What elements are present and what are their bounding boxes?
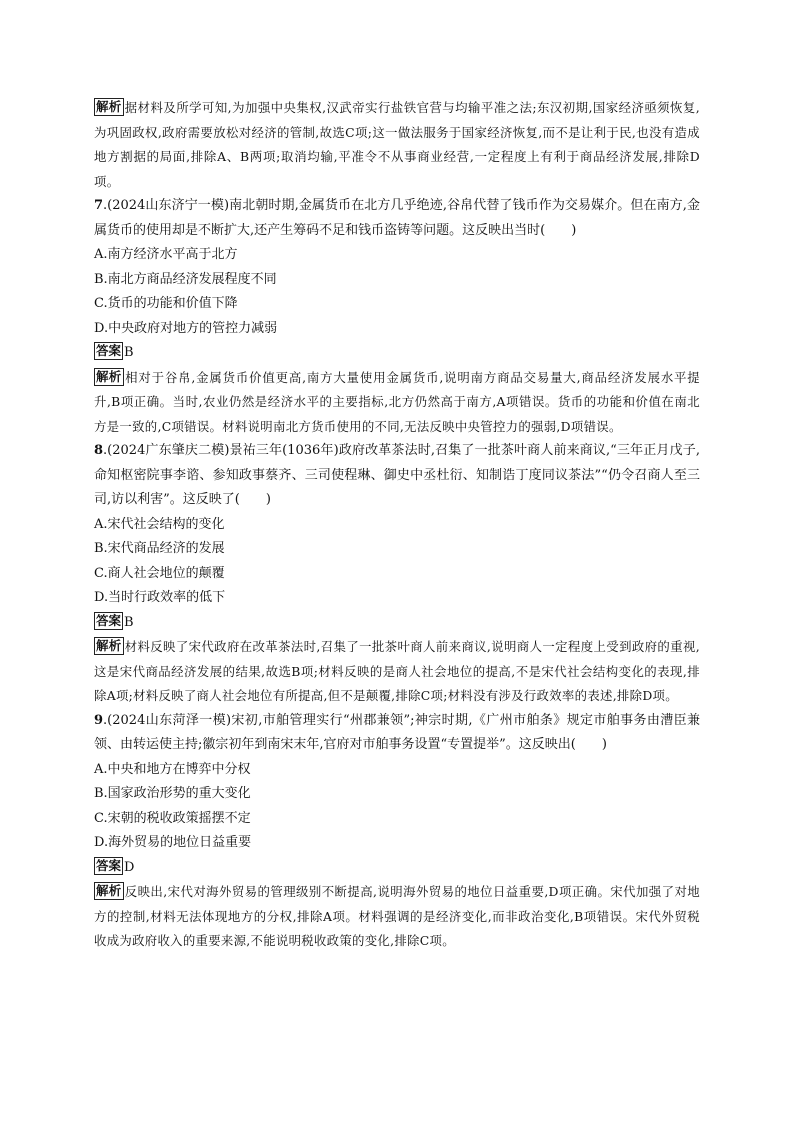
q9-option-b: B.国家政治形势的重大变化 — [94, 786, 251, 801]
explanation-tag: 解析 — [96, 368, 122, 384]
q9-stem-text: .(2024山东菏泽一模)宋初,市舶管理实行“州郡兼领”;神宗时期,《广州市舶条》规定市舶事务由漕臣兼领、由转运使主持;徽宗初年到南宋末年,官府对市舶事务设置“专置提举”。这反映出( ) — [94, 712, 700, 752]
q6-block — [94, 96, 700, 194]
q7-block — [94, 194, 700, 439]
q8-number: 8 — [94, 443, 104, 458]
q7-option-c: C.货币的功能和价值下降 — [94, 296, 238, 311]
q7-option-d: D.中央政府对地方的管控力减弱 — [94, 320, 278, 336]
q7-stem — [94, 194, 700, 243]
q8-explanation — [94, 635, 700, 709]
explanation-tag: 解析 — [96, 99, 122, 114]
q7-answer — [94, 341, 700, 366]
q8-block — [94, 439, 700, 709]
q9-explanation-prefix: 反映出,宋代对 — [124, 884, 207, 899]
q6-explanation — [94, 96, 700, 194]
q9-answer-value: D — [124, 859, 135, 875]
q9-number: 9 — [94, 712, 104, 728]
answer-tag: 答案 — [96, 343, 122, 358]
q8-stem-text: .(2024广东肇庆二模)景祐三年(1036年)政府改革茶法时,召集了一批茶叶商人前来商议,“三年正月戊子,命知枢密院事李谘、参知政事蔡齐、三司使程琳、御史中丞杜衍、知制诰丁度同议茶法”“仍令召商人至三司,访以利害”。这反映了( ) — [94, 443, 700, 507]
q7-number: 7 — [94, 198, 104, 213]
q8-explanation-text: 材料反映了宋代政府在改革茶法时,召集了一批茶叶商人前来商议,说明商人一定程度上受到政府的重视,这是宋代商品经济发展的结果,故选B项;材料反映的是商人社会地位的提高,不是宋代社会结构变化的表现,排除A项;材料反映了商人社会地位有所提高,但不是颠覆,排除C项;材料没有涉及行政效率的表述,排除D项。 — [94, 639, 700, 703]
q9-answer — [94, 856, 700, 881]
q7-answer-value: B — [124, 345, 134, 360]
q6-explanation-text: 据材料及所学可知,为加强中央集权,汉武帝实行盐铁官营与均输平准之法;东汉初期,国家经济亟须恢复,为巩固政权,政府需要放松对经济的管制,故选C项;这一做法服务于国家经济恢复,而不是让利于民,也没有造成地方割据的局面,排除A、B两项;取消均输,平准令不从事商业经营,一定程度上有利于商品经济发展,排除D项。 — [94, 100, 700, 189]
q8-option-d: D.当时行政效率的低下 — [94, 590, 226, 605]
explanation-tag: 解析 — [96, 883, 122, 898]
q8-option-c: C.商人社会地位的颠覆 — [94, 565, 225, 581]
q7-option-b: B.南北方商品经济发展程度不同 — [94, 271, 277, 287]
answer-tag: 答案 — [96, 612, 122, 628]
q9-explanation-text: 海外贸易的管理级别不断提高,说明海外贸易的地位日益重要,D项正确。宋代加强了对地方的控制,材料无法体现地方的分权,排除A项。材料强调的是经济变化,而非政治变化,B项错误。宋代外贸税收成为政府收入的重要来源,不能说明税收政策的变化,排除C项。 — [94, 884, 700, 948]
q9-option-d: D.海外贸易的地位日益重要 — [94, 835, 252, 850]
q9-stem — [94, 709, 700, 758]
q8-answer-value: B — [124, 614, 134, 630]
q9-explanation — [94, 880, 700, 954]
q9-option-c: C.宋朝的税收政策摇摆不定 — [94, 810, 251, 826]
document-page — [94, 96, 700, 954]
q7-option-a: A.南方经济水平高于北方 — [94, 247, 238, 262]
q7-explanation-text: 相对于谷帛,金属货币价值更高,南方大量使用金属货币,说明南方商品交易量大,商品经济发展水平提升,B项正确。当时,农业仍然是经济水平的主要指标,北方仍然高于南方,A项错误。货币的功能和价值在南北方是一致的,C项错误。材料说明南北方货币使用的不同,无法反映中央管控力的强弱,D项错误。 — [94, 369, 700, 434]
q9-option-a: A.中央和地方在博弈中分权 — [94, 761, 251, 777]
q8-option-b: B.宋代商品经济的发展 — [94, 541, 225, 556]
q7-stem-text: .(2024山东济宁一模)南北朝时期,金属货币在北方几乎绝迹,谷帛代替了钱币作为交易媒介。但在南方,金属货币的使用却是不断扩大,还产生筹码不足和钱币盗铸等问题。这反映出当时( ) — [94, 198, 700, 238]
q8-stem — [94, 439, 700, 513]
q9-block — [94, 709, 700, 954]
q7-explanation — [94, 366, 700, 440]
explanation-tag: 解析 — [96, 638, 122, 653]
answer-tag: 答案 — [96, 857, 122, 873]
q8-option-a: A.宋代社会结构的变化 — [94, 516, 225, 532]
q8-answer — [94, 611, 700, 636]
